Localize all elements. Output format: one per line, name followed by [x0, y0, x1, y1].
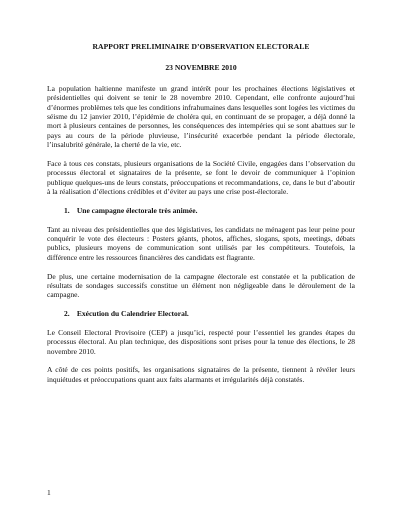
section-heading-text: Une campagne électorale très animée. [76, 205, 198, 215]
paragraph-intro: La population haïtienne manifeste un grand intérêt pour les prochaines élections législatives et présidentielles qui doivent se tenir le 28 novembre 2010. Cependant, elle confronte aujourd’hui d’énormes problèmes tels que les conditions infrahumaines dans lesquelles sont logées les victimes du séisme du 12 janvier 2010, l’épidémie de choléra qui, en continuant de se propager, a déjà donné la mort à plusieurs centaines de personnes, les conséquences des intempéries qui se sont abattues sur le pays au cours de la période pluvieuse, l’insécurité exacerbée pendant la période électorale, l’insalubrité générale, la cherté de la vie, etc. [47, 84, 355, 150]
paragraph-modernisation: De plus, une certaine modernisation de la campagne électorale est constatée et la publication de résultats de sondages successifs constitue un élément non négligeable dans le déroulement de la campagne. [47, 271, 355, 300]
document-title: RAPPORT PRELIMINAIRE D’OBSERVATION ELECTORALE [92, 42, 310, 51]
section-heading-calendar [47, 309, 355, 318]
paragraph-concerns: A côté de ces points positifs, les organisations signataires de la présente, tiennent à révéler leurs inquiétudes et préoccupations quant aux faits alarmants et irrégularités déjà constatés. [47, 365, 355, 384]
section-number: 1. [64, 205, 70, 215]
paragraph-civil-society: Face à tous ces constats, plusieurs organisations de la Société Civile, engagées dans l’observation du processus électoral et signataires de la présente, se font le devoir de communiquer à l’opinion publique quelques-uns de leurs constats, préoccupations et recommandations, ce, dans le but d’aboutir à la réalisation d’élections crédibles et d’éviter au pays une crise post-électorale. [47, 158, 355, 196]
section-number: 2. [64, 309, 70, 319]
paragraph-campaign: Tant au niveau des présidentielles que des législatives, les candidats ne ménagent pas leur peine pour conquérir le vote des électeurs : Posters géants, photos, affiches, slogans, spots, meetings, débats publics, plusieurs moyens de communication sont utilisés par les compétiteurs. Toutefois, la différence entre les ressources financières des candidats est flagrante. [47, 224, 355, 262]
page-number: 1 [47, 488, 51, 497]
paragraph-cep: Le Conseil Electoral Provisoire (CEP) a jusqu’ici, respecté pour l’essentiel les grandes étapes du processus électoral. Au plan technique, des dispositions sont prises pour la tenue des élections, le 28 novembre 2010. [47, 327, 355, 356]
document-page [47, 42, 355, 394]
document-date: 23 NOVEMBRE 2010 [165, 63, 237, 72]
section-heading-campaign [47, 206, 355, 215]
section-heading-text: Exécution du Calendrier Electoral. [76, 309, 189, 319]
